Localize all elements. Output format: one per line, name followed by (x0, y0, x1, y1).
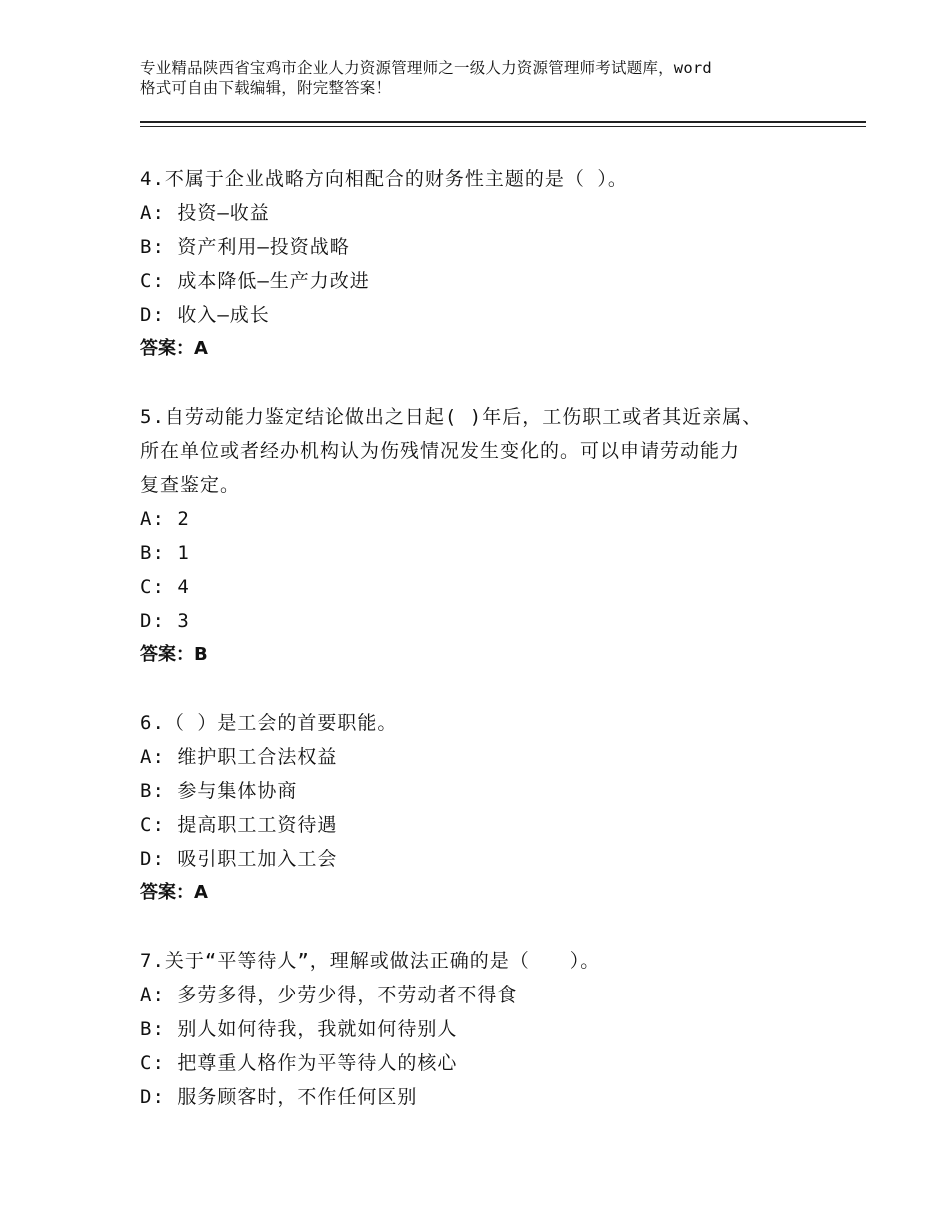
question-4 (140, 162, 810, 366)
header-line-1: 专业精品陕西省宝鸡市企业人力资源管理师之一级人力资源管理师考试题库，word (140, 59, 712, 77)
option-b: B: 1 (140, 542, 190, 564)
question-7 (140, 944, 810, 1114)
answer-line (140, 876, 810, 910)
header-divider-thick (140, 121, 866, 123)
option-c: C: 4 (140, 576, 190, 598)
option-b: B: 别人如何待我，我就如何待别人 (140, 1018, 458, 1040)
header-divider-thin (140, 126, 866, 127)
option-c: C: 把尊重人格作为平等待人的核心 (140, 1052, 458, 1074)
option-b: B: 资产利用—投资战略 (140, 236, 350, 258)
answer-line (140, 638, 810, 672)
option-d: D: 服务顾客时，不作任何区别 (140, 1086, 418, 1108)
option-d: D: 3 (140, 610, 190, 632)
option-d: D: 收入—成长 (140, 304, 270, 326)
answer-label: 答案： (140, 338, 194, 359)
option-d: D: 吸引职工加入工会 (140, 848, 338, 870)
header-line-2: 格式可自由下载编辑，附完整答案！ (140, 79, 392, 97)
answer-value: A (194, 338, 208, 359)
question-stem-line-3: 复查鉴定。 (140, 474, 241, 496)
question-list (140, 162, 810, 1148)
question-stem: 4.不属于企业战略方向相配合的财务性主题的是（ ）。 (140, 168, 628, 190)
option-b: B: 参与集体协商 (140, 780, 298, 802)
answer-value: A (194, 882, 208, 903)
question-6 (140, 706, 810, 910)
option-c: C: 成本降低—生产力改进 (140, 270, 370, 292)
answer-line (140, 332, 810, 366)
question-stem: 6.（ ）是工会的首要职能。 (140, 712, 398, 734)
option-a: A: 多劳多得，少劳少得，不劳动者不得食 (140, 984, 518, 1006)
option-a: A: 维护职工合法权益 (140, 746, 338, 768)
question-stem-line-2: 所在单位或者经办机构认为伤残情况发生变化的。可以申请劳动能力 (140, 440, 741, 462)
option-a: A: 投资—收益 (140, 202, 270, 224)
document-header (140, 58, 840, 98)
answer-label: 答案： (140, 644, 194, 665)
option-a: A: 2 (140, 508, 190, 530)
question-5 (140, 400, 810, 672)
question-stem: 7.关于“平等待人”，理解或做法正确的是（ ）。 (140, 950, 601, 972)
question-stem-line-1: 5.自劳动能力鉴定结论做出之日起( )年后，工伤职工或者其近亲属、 (140, 406, 763, 428)
option-c: C: 提高职工工资待遇 (140, 814, 338, 836)
answer-label: 答案： (140, 882, 194, 903)
answer-value: B (194, 644, 208, 665)
